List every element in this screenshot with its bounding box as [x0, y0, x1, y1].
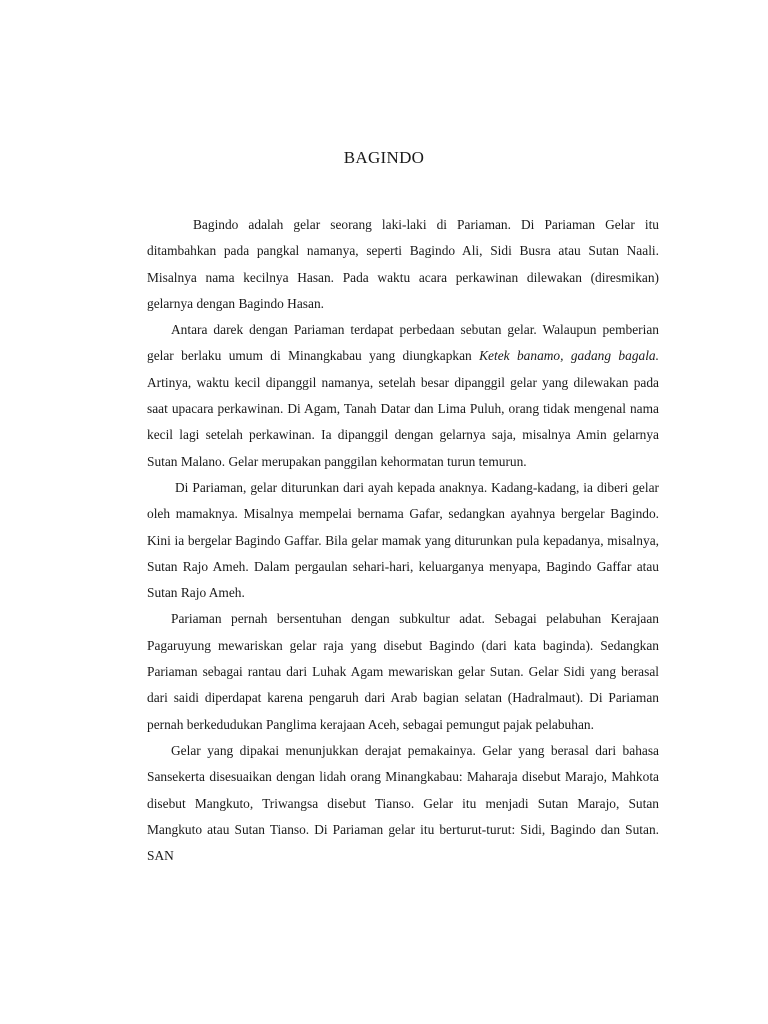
paragraph-2 [147, 317, 659, 475]
paragraph-3: Di Pariaman, gelar diturunkan dari ayah kepada anaknya. Kadang-kadang, ia diberi gelar oleh mamaknya. Misalnya mempelai bernama Gafar, sedangkan ayahnya bergelar Bagindo. Kini ia bergelar Bagindo Gaffar. Bila gelar mamak yang diturunkan pula kepadanya, misalnya, Sutan Rajo Ameh. Dalam pergaulan sehari-hari, keluarganya menyapa, Bagindo Gaffar atau Sutan Rajo Ameh. [147, 479, 659, 601]
paragraph-2-text-end: Artinya, waktu kecil dipanggil namanya, setelah besar dipanggil gelar yang dilewakan pada saat upacara perkawinan. Di Agam, Tanah Datar dan Lima Puluh, orang tidak mengenal nama kecil lagi setelah perkawinan. Ia dipanggil dengan gelarnya saja, misalnya Amin gelarnya Sutan Malano. Gelar merupakan panggilan kehormatan turun temurun. [147, 374, 659, 469]
paragraph-2-text-start: Antara darek dengan Pariaman terdapat perbedaan sebutan gelar. Walaupun pemberian gelar berlaku umum di Minangkabau yang diungkapkan [147, 322, 659, 364]
paragraph-2-proverb: Ketek banamo, gadang bagala. [479, 348, 659, 364]
paragraph-5: Gelar yang dipakai menunjukkan derajat pemakainya. Gelar yang berasal dari bahasa Sansekerta disesuaikan dengan lidah orang Minangkabau: Maharaja disebut Marajo, Mahkota disebut Mangkuto, Triwangsa disebut Tianso. Gelar itu menjadi Sutan Marajo, Sutan Mangkuto atau Sutan Tianso. Di Pariaman gelar itu berturut-turut: Sidi, Bagindo dan Sutan. SAN [147, 742, 659, 864]
document-body [147, 212, 659, 869]
paragraph-4: Pariaman pernah bersentuhan dengan subkultur adat. Sebagai pelabuhan Kerajaan Pagaruyung mewariskan gelar raja yang disebut Bagindo (dari kata baginda). Sedangkan Pariaman sebagai rantau dari Luhak Agam mewariskan gelar Sutan. Gelar Sidi yang berasal dari saidi diperdapat karena pengaruh dari Arab bagian selatan (Hadralmaut). Di Pariaman pernah berkedudukan Panglima kerajaan Aceh, sebagai pemungut pajak pelabuhan. [147, 611, 659, 732]
document-title: BAGINDO [343, 148, 425, 167]
paragraph-1: Bagindo adalah gelar seorang laki-laki di Pariaman. Di Pariaman Gelar itu ditambahkan pada pangkal namanya, seperti Bagindo Ali, Sidi Busra atau Sutan Naali. Misalnya nama kecilnya Hasan. Pada waktu acara perkawinan dilewakan (diresmikan) gelarnya dengan Bagindo Hasan. [147, 217, 659, 311]
